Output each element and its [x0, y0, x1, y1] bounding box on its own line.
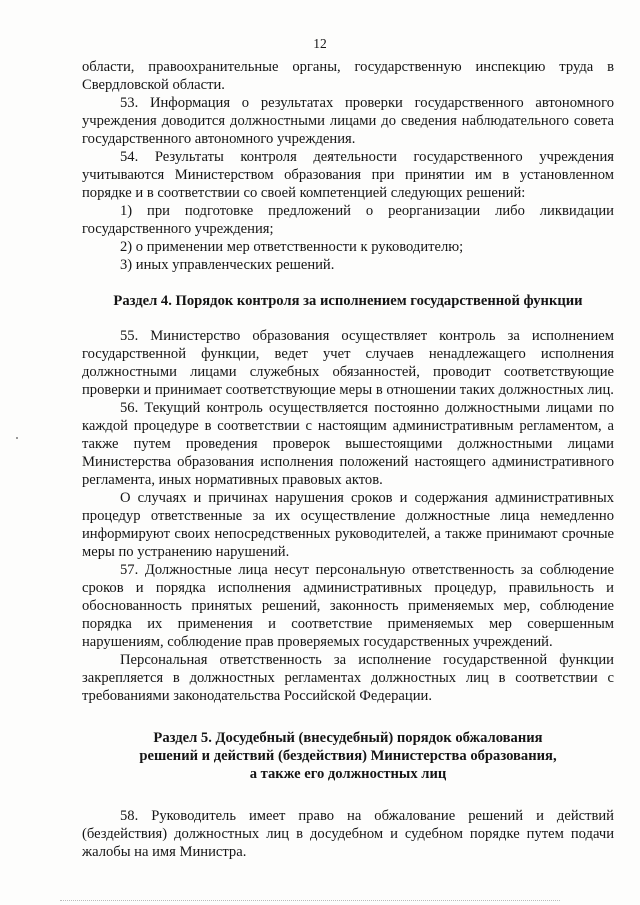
- section-5-title-line: а также его должностных лиц: [249, 766, 447, 782]
- list-item-2: 2) о применении мер ответственности к руководителю;: [120, 239, 464, 255]
- paragraph-53: 53. Информация о результатах проверки государственного автономного учреждения доводится должностными лицами до сведения наблюдательного совета государственного автономного учреждения.: [82, 95, 614, 147]
- paragraph-56-continuation: О случаях и причинах нарушения сроков и содержания административных процедур ответственные за их осуществление должностные лица немедленно информируют своих непосредственных руководителей, а также принимают срочные меры по устранению нарушений.: [82, 490, 614, 560]
- section-5-title: [82, 729, 614, 783]
- scan-mark: [16, 437, 18, 439]
- paragraph-56: 56. Текущий контроль осуществляется постоянно должностными лицами по каждой процедуре в соответствии с настоящим административным регламентом, а также путем проведения проверок вышестоящими должностными лицами Министерства образования исполнения положений настоящего административного регламента, иных нормативных правовых актов.: [82, 400, 614, 488]
- paragraph-58: 58. Руководитель имеет право на обжалование решений и действий (бездействия) должностных лиц в досудебном и судебном порядке путем подачи жалобы на имя Министра.: [82, 808, 614, 860]
- section-5-title-line: Раздел 5. Досудебный (внесудебный) порядок обжалования: [153, 730, 543, 746]
- paragraph-57-continuation: Персональная ответственность за исполнение государственной функции закрепляется в должностных регламентах должностных лиц в соответствии с требованиями законодательства Российской Федерации.: [82, 652, 614, 704]
- scan-edge: [60, 899, 560, 901]
- paragraph-54: 54. Результаты контроля деятельности государственного учреждения учитываются Министерством образования при принятии им в установленном порядке и в соответствии со своей компетенцией следующих решений:: [82, 149, 614, 201]
- paragraph-57: 57. Должностные лица несут персональную ответственность за соблюдение сроков и порядка исполнения административных процедур, правильность и обоснованность принятых решений, законность применяемых мер, соблюдение порядка их применения и соответствие применяемых мер совершенным нарушениям, соблюдение прав проверяемых государственных учреждений.: [82, 562, 614, 650]
- section-4-title: Раздел 4. Порядок контроля за исполнением государственной функции: [113, 293, 583, 309]
- list-item-3: 3) иных управленческих решений.: [120, 257, 335, 273]
- page-number: 12: [313, 36, 327, 51]
- document-body: [82, 58, 614, 861]
- paragraph-continuation: области, правоохранительные органы, государственную инспекцию труда в Свердловской области.: [82, 59, 614, 93]
- paragraph-55: 55. Министерство образования осуществляет контроль за исполнением государственной функции, ведет учет случаев ненадлежащего исполнения должностными лицами служебных обязанностей, проводит соответствующие проверки и принимает соответствующие меры в отношении таких должностных лиц.: [82, 328, 614, 398]
- list-item-1: 1) при подготовке предложений о реорганизации либо ликвидации государственного учреждения;: [82, 203, 614, 237]
- section-5-title-line: решений и действий (бездействия) Министерства образования,: [139, 748, 557, 764]
